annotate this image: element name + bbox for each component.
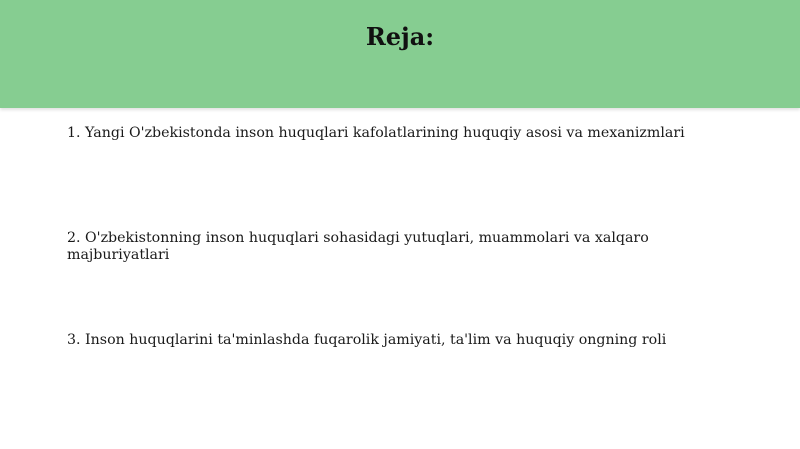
plan-item-3: 3. Inson huquqlarini ta'minlashda fuqarolik jamiyati, ta'lim va huquqiy ongning roli — [67, 332, 667, 348]
slide-header — [0, 0, 800, 108]
plan-item-1: 1. Yangi O'zbekistonda inson huquqlari kafolatlarining huquqiy asosi va mexanizmlari — [67, 125, 685, 141]
plan-item-2: 2. O'zbekistonning inson huquqlari sohasidagi yutuqlari, muammolari va xalqaro majburiyatlari — [67, 230, 649, 263]
slide-title: Reja: — [365, 22, 435, 51]
